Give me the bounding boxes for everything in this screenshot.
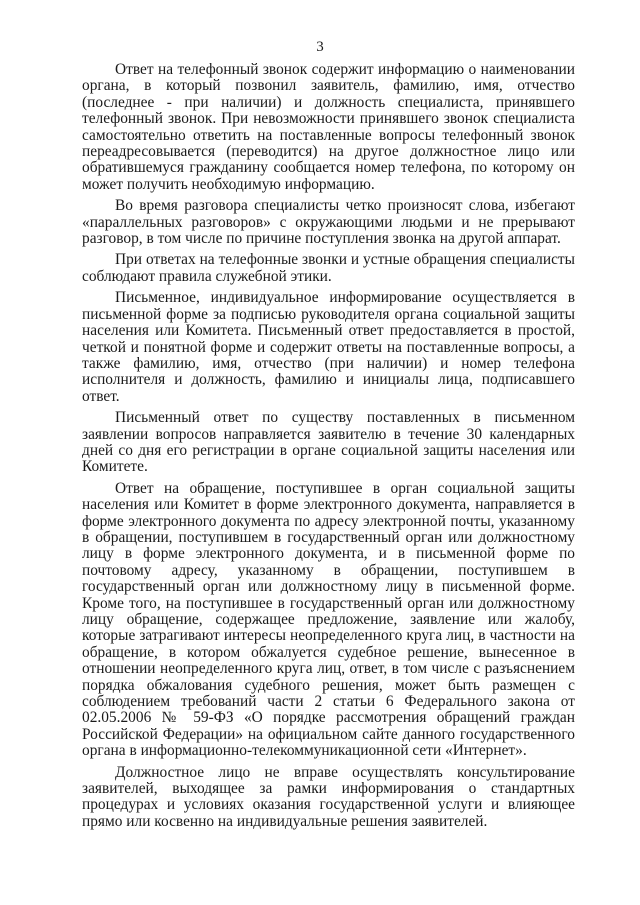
document-body [82,62,575,830]
paragraph-phone-answer-content: Ответ на телефонный звонок содержит информацию о наименовании органа, в который позвонил заявитель, фамилию, имя, отчество (последнее - при наличии) и должность специалиста, принявшего телефонный звонок. При невозможности принявшего звонок специалиста самостоятельно ответить на поставленные вопросы телефонный звонок переадресовывается (переводится) на другое должностное лицо или обратившемуся гражданину сообщается номер телефона, по которому он может получить необходимую информацию. [82,61,575,193]
paragraph-consultation-limits: Должностное лицо не вправе осуществлять консультирование заявителей, выходящее за рамки информирования о стандартных процедурах и условиях оказания государственной услуги и влияющее прямо или косвенно на индивидуальные решения заявителей. [82,763,575,830]
paragraph-written-answer-deadline: Письменный ответ по существу поставленных в письменном заявлении вопросов направляется заявителю в течение 30 календарных дней со дня его регистрации в органе социальной защиты населения или Комитете. [82,409,575,476]
paragraph-electronic-appeal-answer: Ответ на обращение, поступившее в орган социальной защиты населения или Комитет в форме электронного документа, направляется в форме электронного документа по адресу электронной почты, указанному в обращении, поступившем в государственный орган или должностному лицу в форме электронного документа, и в письменной форме по почтовому адресу, указанному в обращении, поступившем в государственный орган или должностному лицу в письменной форме. Кроме того, на поступившее в государственный орган или должностному лицу обращение, содержащее предложение, заявление или жалобу, которые затрагивают интересы неопределенного круга лиц, в частности на обращение, в котором обжалуется судебное решение, вынесенное в отношении неопределенного круга лиц, ответ, в том числе с разъяснением порядка обжалования судебного решения, может быть размещен с соблюдением требований части 2 статьи 6 Федерального закона от 02.05.2006 № 59-ФЗ «О порядке рассмотрения обращений граждан Российской Федерации» на официальном сайте данного государственного органа в информационно-телекоммуникационной сети «Интернет». [82,479,575,760]
paragraph-written-informing: Письменное, индивидуальное информирование осуществляется в письменной форме за подписью руководителя органа социальной защиты населения или Комитета. Письменный ответ предоставляется в простой, четкой и понятной форме и содержит ответы на поставленные вопросы, а также фамилию, имя, отчество (при наличии) и номер телефона исполнителя и должность, фамилию и инициалы лица, подписавшего ответ. [82,289,575,405]
page-number: 3 [316,39,324,55]
paragraph-service-ethics: При ответах на телефонные звонки и устные обращения специалисты соблюдают правила служебной этики. [82,251,575,285]
paragraph-conversation-conduct: Во время разговора специалисты четко произносят слова, избегают «параллельных разговоров» с окружающими людьми и не прерывают разговор, в том числе по причине поступления звонка на другой аппарат. [82,197,575,248]
